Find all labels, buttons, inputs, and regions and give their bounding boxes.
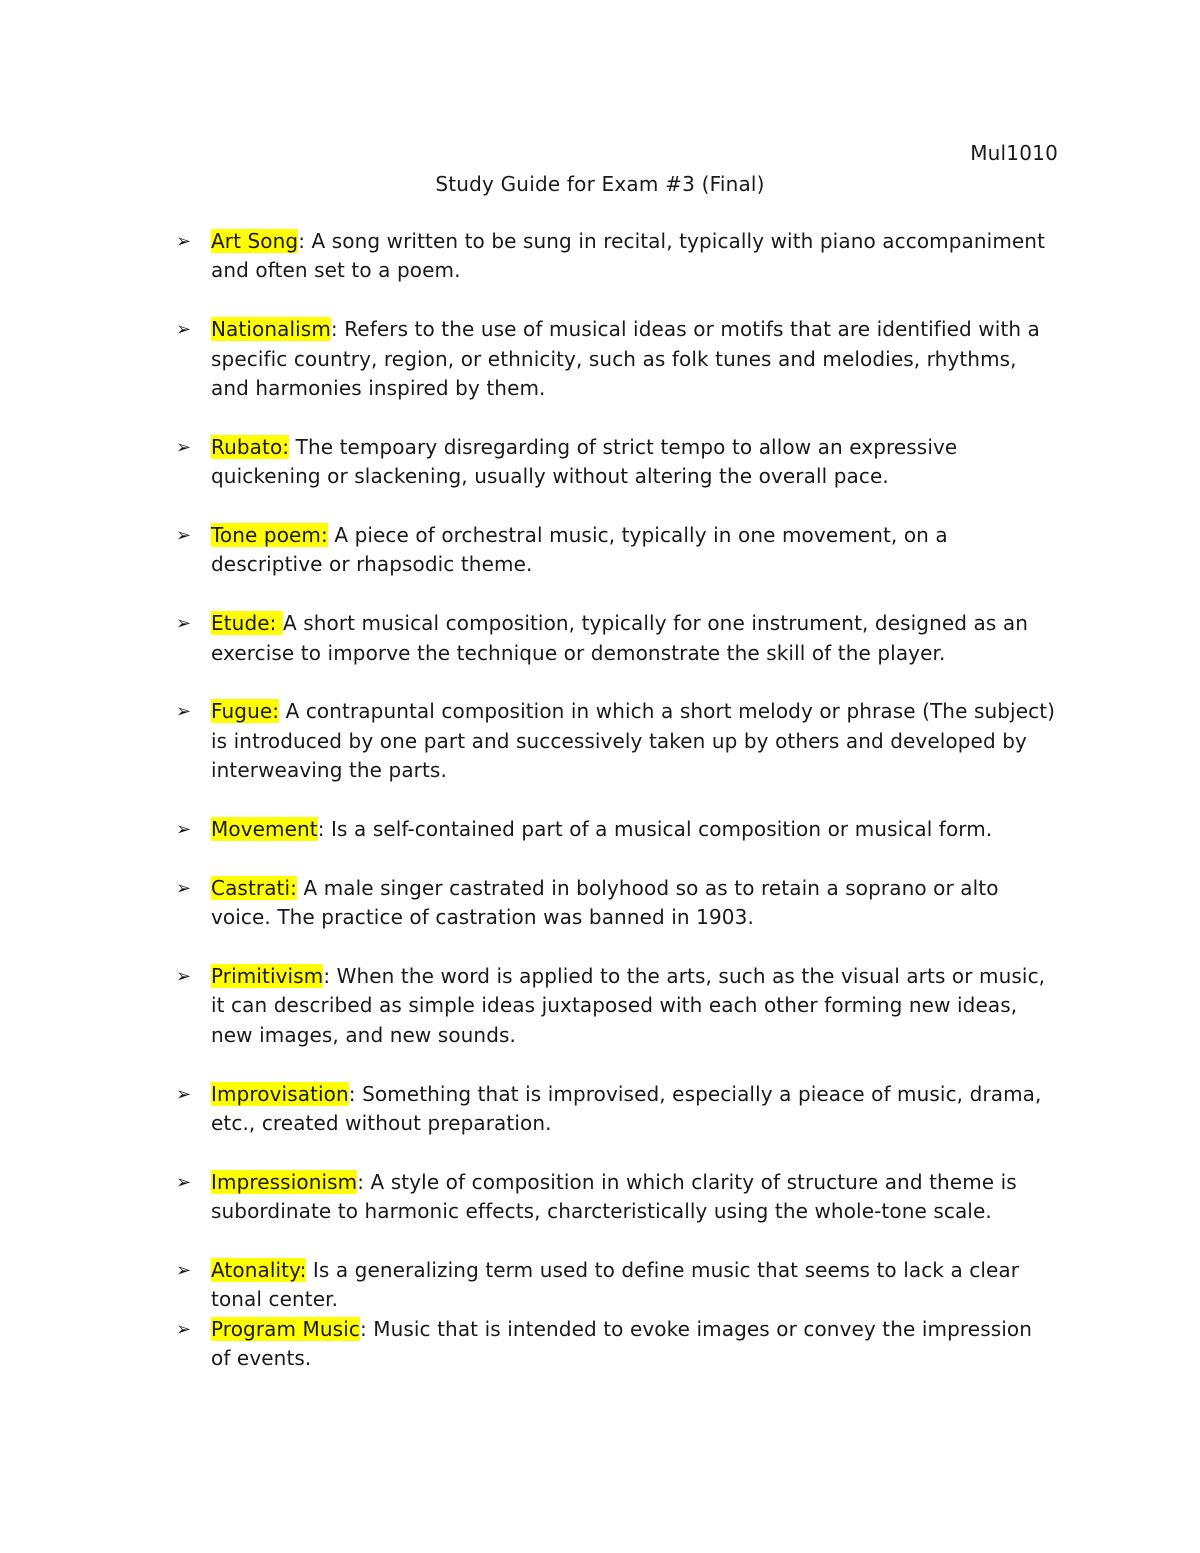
arrow-bullet-icon: ➢ xyxy=(176,525,192,547)
term-label: Movement xyxy=(211,817,318,842)
term-separator: : xyxy=(298,229,312,253)
list-item xyxy=(176,609,1056,668)
list-item xyxy=(176,1256,1056,1315)
term-definition: Is a generalizing term used to define music that seems to lack a clear tonal center. xyxy=(211,1258,1020,1312)
term-label: Rubato: xyxy=(211,434,290,459)
term-separator: : xyxy=(330,317,345,342)
list-item xyxy=(176,874,1056,933)
arrow-bullet-icon: ➢ xyxy=(176,436,192,458)
term-definition: Something that is improvised, especially a pieace of music, drama, etc., created without preparation. xyxy=(211,1081,1042,1136)
term-definition: A short musical composition, typically for one instrument, designed as an exercise to imporve the technique or demonstrate the skill of the player. xyxy=(211,611,1028,665)
term-label: Program Music xyxy=(211,1316,360,1341)
term-label: Improvisation xyxy=(211,1081,349,1106)
term-label: Nationalism xyxy=(211,317,331,342)
term-definition: A male singer castrated in bolyhood so as to retain a soprano or alto voice. The practice of castration was banned in 1903. xyxy=(211,875,999,930)
term-list xyxy=(176,227,1056,1403)
course-code: Mul1010 xyxy=(970,141,1058,165)
term-label: Atonality: xyxy=(211,1258,307,1283)
list-item xyxy=(176,815,1056,844)
term-separator: : xyxy=(348,1081,363,1106)
arrow-bullet-icon: ➢ xyxy=(176,613,192,635)
list-item xyxy=(176,1168,1056,1227)
term-label: Fugue: xyxy=(211,699,280,724)
list-item xyxy=(176,315,1056,403)
term-definition: A piece of orchestral music, typically in one movement, on a descriptive or rhapsodic theme. xyxy=(211,523,948,577)
list-item xyxy=(176,1315,1056,1374)
list-item xyxy=(176,227,1056,286)
term-separator: : xyxy=(357,1169,371,1194)
term-definition: Refers to the use of musical ideas or motifs that are identified with a specific country, region, or ethnicity, such as folk tunes and melodies, rhythms, and harmonies inspired by them. xyxy=(211,317,1040,401)
arrow-bullet-icon: ➢ xyxy=(176,1318,192,1340)
arrow-bullet-icon: ➢ xyxy=(176,701,192,723)
list-item xyxy=(176,697,1056,785)
term-label: Impressionism xyxy=(211,1169,358,1194)
arrow-bullet-icon: ➢ xyxy=(176,1083,192,1105)
list-item xyxy=(176,1080,1056,1139)
list-item xyxy=(176,962,1056,1050)
term-definition: A style of composition in which clarity of structure and theme is subordinate to harmonic effects, charcteristically using the whole-tone scale. xyxy=(211,1169,1017,1224)
term-label: Primitivism xyxy=(211,964,324,989)
term-label: Tone poem: xyxy=(211,523,328,548)
arrow-bullet-icon: ➢ xyxy=(176,966,192,988)
term-definition: Is a self-contained part of a musical composition or musical form. xyxy=(331,817,993,842)
term-definition: Music that is intended to evoke images or convey the impression of events. xyxy=(211,1316,1033,1371)
list-item xyxy=(176,433,1056,492)
term-separator: : xyxy=(317,817,332,842)
arrow-bullet-icon: ➢ xyxy=(176,231,192,252)
term-separator: : xyxy=(359,1316,374,1341)
page-title: Study Guide for Exam #3 (Final) xyxy=(435,172,765,196)
term-definition: When the word is applied to the arts, such as the visual arts or music, it can described as simple ideas juxtaposed with each other forming new ideas, new images, and new sounds. xyxy=(211,964,1046,1047)
arrow-bullet-icon: ➢ xyxy=(176,1260,192,1282)
term-definition: A contrapuntal composition in which a short melody or phrase (The subject) is introduced by one part and successively taken up by others and developed by interweaving the parts. xyxy=(211,699,1056,783)
term-definition: The tempoary disregarding of strict tempo to allow an expressive quickening or slackening, usually without altering the overall pace. xyxy=(211,434,958,489)
term-label: Etude: xyxy=(211,611,283,636)
term-separator: : xyxy=(323,964,337,989)
term-label: Castrati: xyxy=(211,875,297,900)
list-item xyxy=(176,521,1056,580)
arrow-bullet-icon: ➢ xyxy=(176,1171,192,1193)
term-definition: A song written to be sung in recital, typically with piano accompaniment and often set to a poem. xyxy=(211,229,1046,283)
arrow-bullet-icon: ➢ xyxy=(176,319,192,341)
arrow-bullet-icon: ➢ xyxy=(176,819,192,841)
arrow-bullet-icon: ➢ xyxy=(176,877,192,899)
term-label: Art Song xyxy=(211,229,299,253)
